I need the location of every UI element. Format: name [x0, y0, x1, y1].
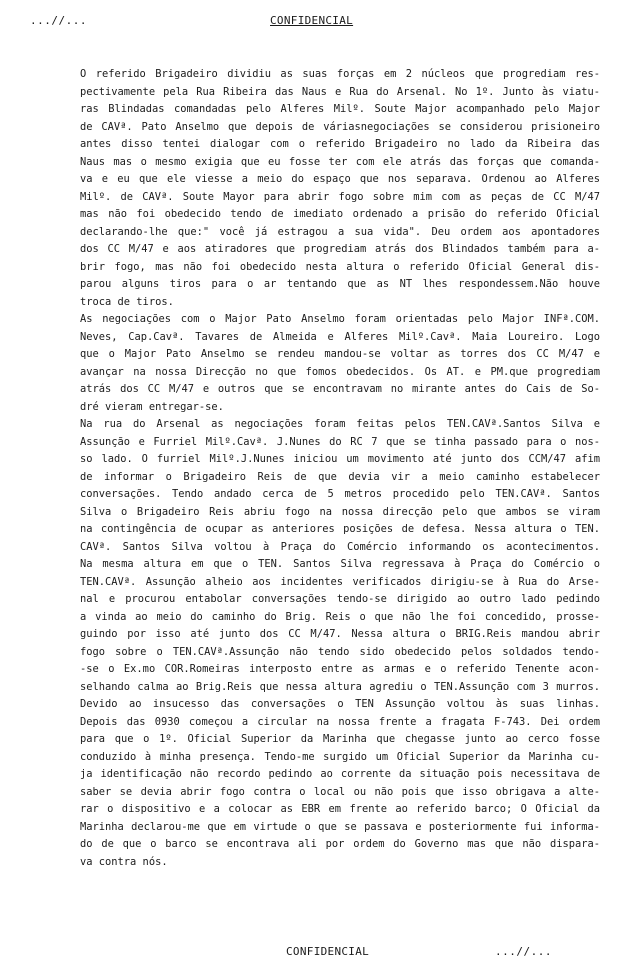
text-line: a vinda ao meio do caminho do Brig. Reis o que não lhe foi concedido, prosse-	[80, 610, 600, 623]
text-line: troca de tiros.	[80, 295, 174, 308]
text-line: Naus mas o mesmo exigia que eu fosse ter com ele atrás das forças que comanda-	[80, 155, 600, 168]
text-line: Na mesma altura em que o TEN. Santos Silva regressava à Praça do Comércio o	[80, 558, 600, 570]
text-line: nal e procurou entabolar conversações tendo-se dirigido ao outro lado pedindo	[80, 593, 600, 605]
text-line: Silva o Brigadeiro Reis abriu fogo na nossa direcção pelo que ambos se viram	[80, 505, 600, 518]
text-line: va contra nós.	[80, 855, 168, 868]
text-line: brir fogo, mas não foi obedecido nesta altura o referido Oficial General dis-	[80, 260, 600, 273]
page-reference-top: ...//...	[30, 14, 87, 27]
classification-footer: CONFIDENCIAL	[286, 945, 370, 958]
text-line: Milº. de CAVª. Soute Mayor para abrir fogo sobre mim com as peças de CC M/47	[80, 190, 600, 203]
document-body	[80, 66, 600, 871]
text-line: conduzido à minha presença. Tendo-me surgido um Oficial Superior da Marinha cu-	[80, 750, 600, 763]
text-line: dré vieram entregar-se.	[80, 400, 224, 413]
text-line: que o Major Pato Anselmo se rendeu mandou-se voltar as torres dos CC M/47 e	[80, 348, 600, 360]
text-line: va e eu que ele viesse a meio do espaço que nos separava. Ordenou ao Alferes	[80, 173, 600, 185]
classification-header: CONFIDENCIAL	[270, 14, 354, 27]
text-line: do de que o barco se encontrava ali por ordem do Governo mas que não dispara-	[80, 838, 600, 850]
text-line: so lado. O furriel Milº.J.Nunes iniciou um movimento até junto dos CCM/47 afim	[80, 453, 600, 465]
text-line: Neves, Cap.Cavª. Tavares de Almeida e Alferes Milº.Cavª. Maia Loureiro. Logo	[80, 330, 600, 343]
text-line: ras Blindadas comandadas pelo Alferes Milº. Soute Major acompanhado pelo Major	[80, 103, 600, 115]
text-line: O referido Brigadeiro dividiu as suas forças em 2 núcleos que progrediam res-	[80, 68, 600, 80]
text-line: Na rua do Arsenal as negociações foram feitas pelos TEN.CAVª.Santos Silva e	[80, 418, 600, 430]
text-line: ja identificação não recordo pedindo ao corrente da situação pois necessitava de	[80, 768, 600, 780]
text-line: CAVª. Santos Silva voltou à Praça do Comércio informando os acontecimentos.	[80, 540, 600, 553]
text-line: pectivamente pela Rua Ribeira das Naus e Rua do Arsenal. No 1º. Junto às viatu-	[80, 85, 600, 98]
text-line: declarando-lhe que:" você já estragou a sua vida". Deu ordem aos apontadores	[80, 225, 600, 238]
text-line: dos CC M/47 e aos atiradores que progrediam atrás dos Blindados também para a-	[80, 243, 600, 255]
text-line: -se o Ex.mo COR.Romeiras interposto entre as armas e o referido Tenente acon-	[80, 663, 600, 675]
text-line: As negociações com o Major Pato Anselmo foram orientadas pelo Major INFª.COM.	[80, 313, 600, 325]
text-line: na contingência de ocupar as anteriores posições de defesa. Nessa altura o TEN.	[80, 523, 600, 535]
text-line: de CAVª. Pato Anselmo que depois de váriasnegociações se considerou prisioneiro	[80, 120, 600, 133]
text-line: conversações. Tendo andado cerca de 5 metros procedido pelo TEN.CAVª. Santos	[80, 488, 600, 500]
text-line: atrás dos CC M/47 e outros que se encontravam no mirante antes do Cais de So-	[80, 383, 600, 395]
text-line: rar o dispositivo e a colocar as EBR em frente ao referido barco; O Oficial da	[80, 803, 600, 815]
text-line: saber se devia abrir fogo contra o local ou não pois que isso obrigava a alte-	[80, 785, 600, 798]
text-line: selhando calma ao Brig.Reis que nessa altura agrediu o TEN.Assunção com 3 murros.	[80, 680, 600, 693]
page-reference-bottom: ...//...	[495, 945, 552, 958]
text-line: para que o 1º. Oficial Superior da Marinha que chegasse junto ao cerco fosse	[80, 733, 600, 745]
text-line: parou alguns tiros para o ar tentando que as NT lhes respondessem.Não houve	[80, 278, 600, 290]
text-line: Depois das 0930 começou a circular na nossa frente a fragata F-743. Dei ordem	[80, 715, 600, 728]
text-line: TEN.CAVª. Assunção alheio aos incidentes verificados dirigiu-se à Rua do Arse-	[80, 575, 600, 588]
text-line: de informar o Brigadeiro Reis de que devia vir a meio caminho estabelecer	[80, 470, 600, 483]
text-line: Assunção e Furriel Milº.Cavª. J.Nunes do RC 7 que se tinha passado para o nos-	[80, 435, 600, 448]
text-line: guindo por isso até junto dos CC M/47. Nessa altura o BRIG.Reis mandou abrir	[80, 628, 600, 640]
text-line: Devido ao insucesso das conversações o TEN Assunção voltou às suas linhas.	[80, 698, 600, 710]
text-line: avançar na nossa Direcção no que fomos obedecidos. Os AT. e PM.que progrediam	[80, 365, 600, 378]
text-line: Marinha declarou-me que em virtude o que se passava e posteriormente fui informa-	[80, 820, 600, 833]
text-line: fogo sobre o TEN.CAVª.Assunção não tendo sido obedecido pelos soldados tendo-	[80, 645, 600, 658]
text-line: mas não foi obedecido tendo de imediato ordenado a prisão do referido Oficial	[80, 208, 600, 220]
text-line: antes disso tentei dialogar com o referido Brigadeiro no lado da Ribeira das	[80, 138, 600, 150]
